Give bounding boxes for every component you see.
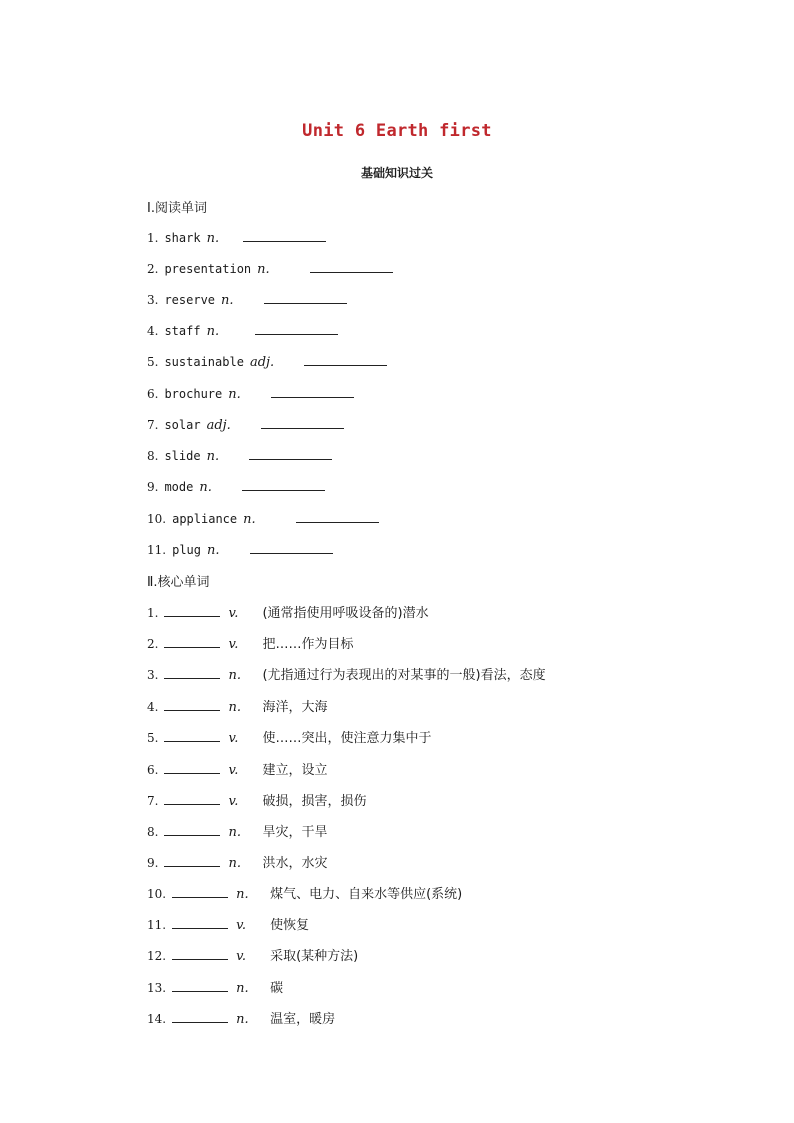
reading-word-item	[147, 478, 325, 498]
core-word-item	[147, 790, 366, 810]
answer-blank[interactable]	[164, 666, 220, 679]
page-title: Unit 6 Earth first	[302, 121, 492, 141]
reading-word-item	[147, 291, 347, 311]
answer-blank[interactable]	[264, 291, 347, 304]
part-of-speech: n.	[228, 387, 241, 402]
core-word-item	[147, 977, 283, 997]
item-number: 2.	[147, 637, 159, 651]
part-of-speech: n.	[228, 856, 241, 871]
item-number: 9.	[147, 480, 159, 494]
section-reading-words-heading: Ⅰ.阅读单词	[147, 201, 207, 216]
part-of-speech: n.	[228, 668, 241, 683]
item-number: 13.	[147, 981, 167, 995]
answer-blank[interactable]	[172, 885, 228, 898]
item-number: 3.	[147, 668, 159, 682]
reading-word-item	[147, 510, 379, 530]
english-word: mode	[164, 480, 194, 494]
answer-blank[interactable]	[164, 792, 220, 805]
english-word: sustainable	[164, 355, 244, 369]
answer-blank[interactable]	[242, 478, 325, 491]
part-of-speech: n.	[228, 700, 241, 715]
answer-blank[interactable]	[164, 698, 220, 711]
core-word-item	[147, 696, 327, 716]
part-of-speech: n.	[257, 262, 270, 277]
part-of-speech: n.	[228, 825, 241, 840]
chinese-meaning: 把……作为目标	[262, 637, 354, 652]
item-number: 2.	[147, 262, 159, 276]
chinese-meaning: 破损，损害，损伤	[262, 794, 367, 809]
part-of-speech: n.	[243, 512, 256, 527]
item-number: 9.	[147, 856, 159, 870]
answer-blank[interactable]	[172, 979, 228, 992]
answer-blank[interactable]	[243, 229, 326, 242]
chinese-meaning: 旱灾，干旱	[262, 825, 328, 840]
answer-blank[interactable]	[164, 854, 220, 867]
part-of-speech: adj.	[249, 355, 275, 370]
core-word-item	[147, 602, 429, 622]
item-number: 10.	[147, 512, 167, 526]
core-word-item	[147, 945, 358, 965]
core-word-item	[147, 759, 327, 779]
part-of-speech: n.	[206, 231, 220, 246]
english-word: slide	[164, 449, 201, 463]
reading-word-item	[147, 229, 326, 249]
chinese-meaning: 采取(某种方法)	[270, 949, 359, 964]
reading-word-item	[147, 416, 344, 436]
item-number: 6.	[147, 387, 159, 401]
item-number: 5.	[147, 731, 159, 745]
answer-blank[interactable]	[172, 1010, 228, 1023]
part-of-speech: v.	[228, 731, 239, 746]
item-number: 12.	[147, 949, 167, 963]
english-word: brochure	[164, 387, 223, 401]
answer-blank[interactable]	[249, 447, 332, 460]
part-of-speech: adj.	[206, 418, 231, 433]
item-number: 4.	[147, 700, 159, 714]
answer-blank[interactable]	[250, 541, 333, 554]
item-number: 7.	[147, 794, 159, 808]
item-number: 8.	[147, 449, 159, 463]
answer-blank[interactable]	[255, 322, 338, 335]
english-word: plug	[172, 543, 201, 557]
item-number: 1.	[147, 606, 159, 620]
reading-word-item	[147, 541, 333, 561]
chinese-meaning: 温室，暖房	[270, 1012, 336, 1027]
answer-blank[interactable]	[271, 385, 354, 398]
item-number: 4.	[147, 324, 159, 338]
part-of-speech: v.	[228, 606, 239, 621]
part-of-speech: n.	[236, 981, 249, 996]
chinese-meaning: (通常指使用呼吸设备的)潜水	[262, 606, 429, 621]
core-word-item	[147, 633, 353, 653]
answer-blank[interactable]	[296, 510, 379, 523]
answer-blank[interactable]	[164, 635, 220, 648]
part-of-speech: v.	[228, 794, 239, 809]
part-of-speech: n.	[207, 543, 220, 558]
chinese-meaning: 海洋，大海	[262, 700, 328, 715]
chinese-meaning: 煤气、电力、自来水等供应(系统)	[270, 887, 463, 902]
answer-blank[interactable]	[172, 916, 228, 929]
core-word-item	[147, 914, 309, 934]
answer-blank[interactable]	[164, 604, 220, 617]
chinese-meaning: 碳	[270, 981, 284, 996]
english-word: appliance	[172, 512, 238, 526]
part-of-speech: n.	[199, 480, 212, 495]
item-number: 11.	[147, 918, 167, 932]
item-number: 7.	[147, 418, 159, 432]
answer-blank[interactable]	[164, 761, 220, 774]
reading-word-item	[147, 322, 338, 342]
reading-word-item	[147, 353, 387, 373]
chinese-meaning: 使……突出，使注意力集中于	[262, 731, 432, 746]
part-of-speech: n.	[221, 293, 234, 308]
part-of-speech: v.	[228, 637, 239, 652]
item-number: 11.	[147, 543, 167, 557]
chinese-meaning: 洪水，水灾	[262, 856, 328, 871]
core-word-item	[147, 883, 462, 903]
chinese-meaning: 建立，设立	[262, 763, 328, 778]
chinese-meaning: 使恢复	[270, 918, 310, 933]
reading-word-item	[147, 447, 332, 467]
answer-blank[interactable]	[172, 947, 228, 960]
part-of-speech: n.	[236, 887, 249, 902]
core-word-item	[147, 852, 327, 872]
answer-blank[interactable]	[164, 823, 220, 836]
core-word-item	[147, 727, 431, 747]
chinese-meaning: (尤指通过行为表现出的对某事的一般)看法，态度	[262, 668, 546, 683]
english-word: reserve	[164, 293, 216, 307]
item-number: 8.	[147, 825, 159, 839]
english-word: shark	[164, 231, 201, 245]
english-word: solar	[164, 418, 201, 432]
part-of-speech: v.	[228, 763, 239, 778]
item-number: 3.	[147, 293, 159, 307]
english-word: staff	[164, 324, 201, 338]
english-word: presentation	[164, 262, 252, 276]
core-word-item	[147, 821, 327, 841]
item-number: 14.	[147, 1012, 167, 1026]
section-core-words-heading: Ⅱ.核心单词	[147, 575, 210, 590]
item-number: 6.	[147, 763, 159, 777]
answer-blank[interactable]	[304, 353, 387, 366]
part-of-speech: n.	[206, 324, 220, 339]
answer-blank[interactable]	[261, 416, 344, 429]
core-word-item	[147, 1008, 335, 1028]
item-number: 1.	[147, 231, 159, 245]
part-of-speech: v.	[236, 949, 247, 964]
part-of-speech: n.	[236, 1012, 249, 1027]
answer-blank[interactable]	[310, 260, 393, 273]
page-subtitle: 基础知识过关	[360, 166, 433, 180]
item-number: 10.	[147, 887, 167, 901]
reading-word-item	[147, 385, 354, 405]
item-number: 5.	[147, 355, 159, 369]
part-of-speech: v.	[236, 918, 247, 933]
part-of-speech: n.	[206, 449, 220, 464]
answer-blank[interactable]	[164, 729, 220, 742]
core-word-item	[147, 664, 546, 684]
reading-word-item	[147, 260, 393, 280]
